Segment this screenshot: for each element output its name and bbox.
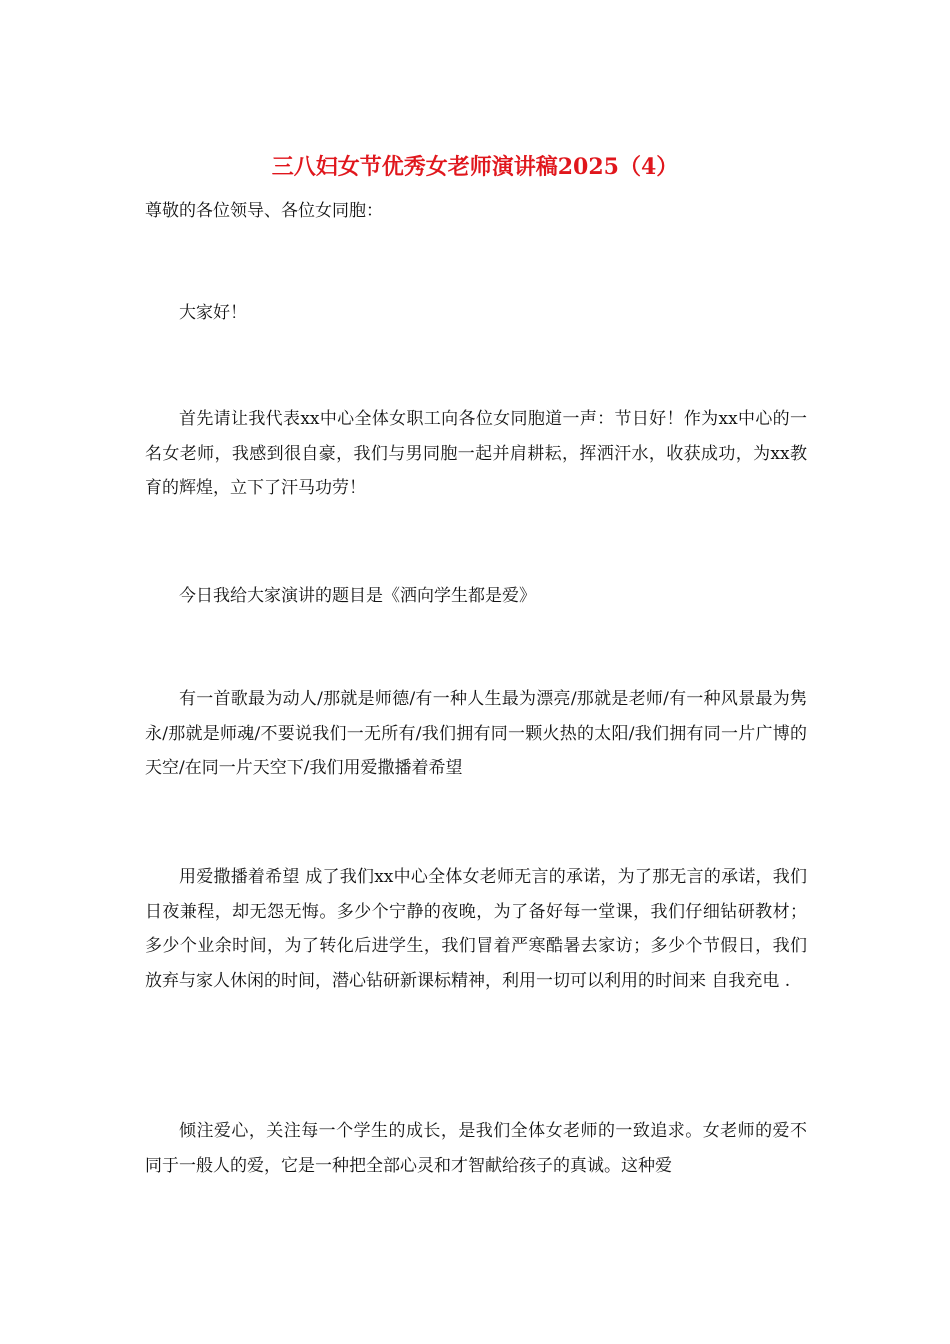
paragraph-speech-topic: 今日我给大家演讲的题目是《洒向学生都是爱》 <box>179 586 536 606</box>
document-title: 三八妇女节优秀女老师演讲稿2025（4） <box>271 154 679 180</box>
paragraph-dedication: 用爱撒播着希望 成了我们xx中心全体女老师无言的承诺，为了那无言的承诺，我们日夜兼程，却无怨无悔。多少个宁静的夜晚，为了备好每一堂课，我们仔细钻研教材；多少个业余时间，为了转化后进学生，我们冒着严寒酷暑去家访；多少个节假日，我们放弃与家人休闲的时间，潜心钻研新课标精神，利用一切可以利用的时间来 自我充电 . <box>145 867 807 991</box>
salutation: 尊敬的各位领导、各位女同胞： <box>145 201 383 221</box>
paragraph-greeting: 大家好！ <box>179 303 247 323</box>
paragraph-poem: 有一首歌最为动人/那就是师德/有一种人生最为漂亮/那就是老师/有一种风景最为隽永/那就是师魂/不要说我们一无所有/我们拥有同一颗火热的太阳/我们拥有同一片广博的天空/在同一片天空下/我们用爱撒播着希望 <box>145 689 807 778</box>
paragraph-introduction: 首先请让我代表xx中心全体女职工向各位女同胞道一声：节日好！作为xx中心的一名女老师，我感到很自豪，我们与男同胞一起并肩耕耘，挥洒汗水，收获成功，为xx教育的辉煌，立下了汗马功劳！ <box>145 409 807 498</box>
paragraph-love: 倾注爱心，关注每一个学生的成长，是我们全体女老师的一致追求。女老师的爱不同于一般人的爱，它是一种把全部心灵和才智献给孩子的真诚。这种爱 <box>145 1121 807 1176</box>
